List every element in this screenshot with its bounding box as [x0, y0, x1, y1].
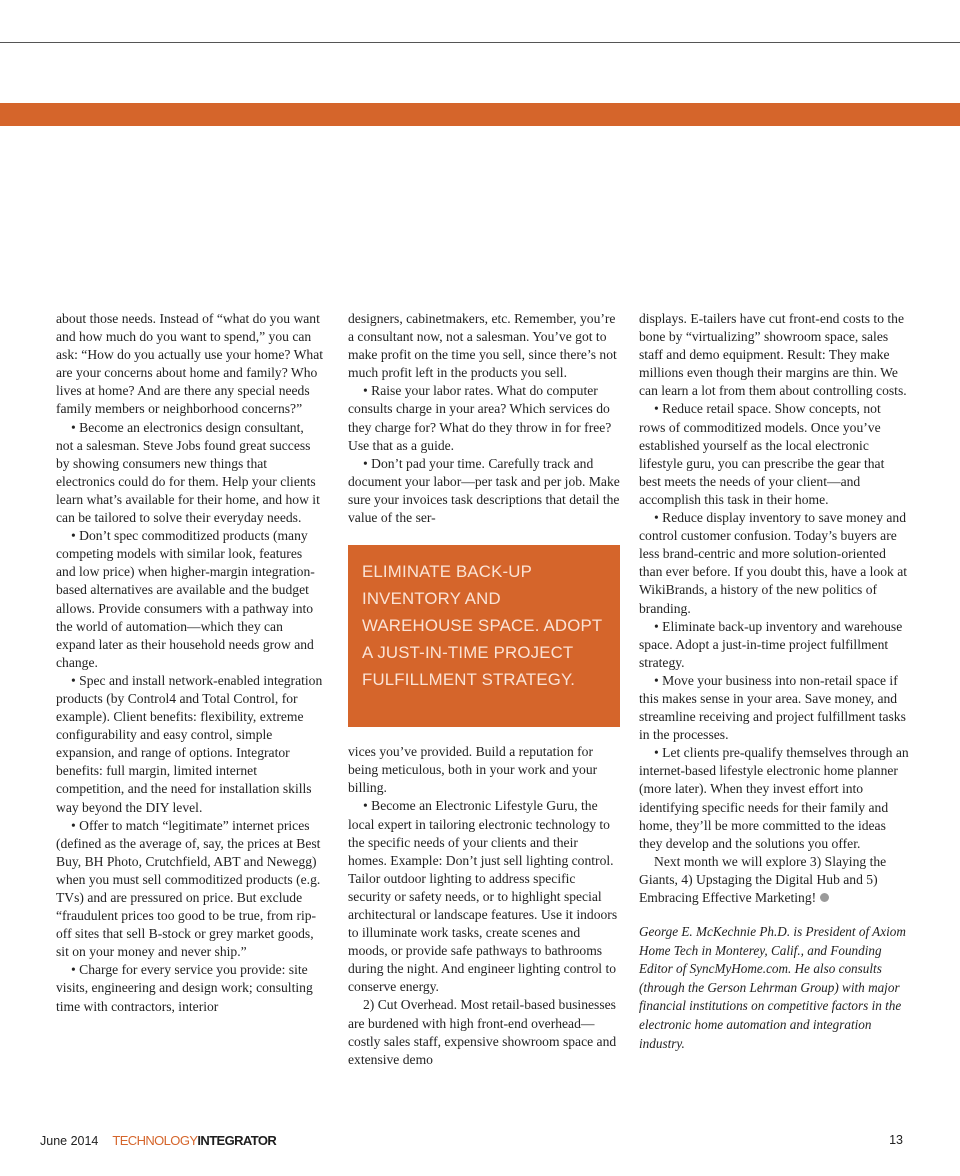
closing-text: Next month we will explore 3) Slaying the Giants, 4) Upstaging the Digital Hub and 5) Embracing Effective Marketing! [639, 853, 887, 905]
pull-quote: ELIMINATE BACK-UP INVENTORY AND WAREHOUSE SPACE. ADOPT A JUST-IN-TIME PROJECT FULFILLMENT STRATEGY. [348, 545, 620, 727]
paragraph: • Eliminate back-up inventory and warehouse space. Adopt a just-in-time project fulfillment strategy. [639, 618, 903, 670]
paragraph: designers, cabinetmakers, etc. Remember, you’re a consultant now, not a salesman. You’ve got to make profit on the time you sell, since there’s not much profit left in the products you sell. [348, 311, 617, 381]
footer [40, 1133, 276, 1148]
paragraph: • Move your business into non-retail space if this makes sense in your area. Save money, and streamline receiving and project fulfillment tasks in the processes. [639, 672, 906, 743]
end-mark-icon [820, 893, 829, 902]
paragraph: • Become an electronics design consultant, not a salesman. Steve Jobs found great success by showing consumers new things that electronics could do for them. Help your clients learn what’s available for their home, and how it can be tailored to solve their everyday needs. [56, 419, 320, 526]
paragraph: • Charge for every service you provide: site visits, engineering and design work; consulting time with contractors, interior [56, 962, 313, 1014]
paragraph: • Let clients pre-qualify themselves through an internet-based lifestyle electronic home planner (more later). When they invest effort into identifying specific needs for their family and home, they’ll be more committed to the ideas they develop and the solutions you offer. [639, 745, 909, 851]
column-2 [348, 310, 620, 1069]
paragraph: • Reduce retail space. Show concepts, not rows of commoditized models. Once you’ve established yourself as the local electronic lifestyle guru, you can prescribe the gear that best meets the needs of your client—and accomplish this task in their home. [639, 401, 885, 507]
paragraph: • Offer to match “legitimate” internet prices (defined as the average of, say, the prices at Best Buy, BH Photo, Crutchfield, ABT and Newegg) when you must sell commoditized products (e.g. TVs) and are pressured on price. But exclude “fraudulent prices too good to be true, from rip-off sites that sell B-stock or grey market goods, sit on your money and never ship.” [56, 817, 321, 960]
column-3 [639, 310, 909, 1053]
paragraph: 2) Cut Overhead. Most retail-based businesses are burdened with high front-end overhead—costly sales staff, expensive showroom space and extensive demo [348, 997, 617, 1067]
logo-part-technology: TECHNOLOGY [112, 1133, 198, 1148]
paragraph: displays. E-tailers have cut front-end costs to the bone by “virtualizing” showroom space, sales staff and demo equipment. Result: They make millions even though their margins are thin. We can learn a lot from them about controlling costs. [639, 311, 907, 399]
top-rule [0, 42, 960, 43]
paragraph: • Spec and install network-enabled integration products (by Control4 and Total Control, for example). Client benefits: flexibility, extreme configurability and easy control, simple expansion, and range of options. Integrator benefits: full margin, limited internet competition, and the need for installation skills way beyond the DIY level. [56, 672, 323, 815]
author-bio: George E. McKechnie Ph.D. is President of Axiom Home Tech in Monterey, Calif., and Founding Editor of SyncMyHome.com. He also consults (through the Gerson Lehrman Group) with major financial institutions on competitive factors in the electronic home automation and integration industry. [639, 924, 906, 1051]
paragraph: • Reduce display inventory to save money and control customer confusion. Today’s buyers are less brand-centric and more solution-oriented than ever before. If you doubt this, have a look at WikiBrands, a history of the new politics of branding. [639, 510, 908, 616]
logo-part-integrator: INTEGRATOR [197, 1133, 277, 1148]
publication-logo [112, 1133, 276, 1148]
page-number: 13 [889, 1133, 903, 1147]
paragraph: • Become an Electronic Lifestyle Guru, the local expert in tailoring electronic technology to the specific needs of your clients and their homes. Example: Don’t just sell lighting control. Tailor outdoor lighting to address specific security or safety needs, or to highlight special architectural or landscape features. Use it indoors to illuminate work tasks, create scenes and moods, or provide safe pathways to bathrooms during the night. And engineer lighting control to conserve energy. [348, 798, 618, 995]
paragraph: about those needs. Instead of “what do you want and how much do you want to spend,” you can ask: “How do you actually use your home? What are your concerns about home and family? Who lives at home? And are there any special needs family members or neighborhood concerns?” [56, 311, 324, 417]
header-accent-band [0, 103, 960, 126]
issue-date: June 2014 [40, 1134, 99, 1148]
closing-paragraph [639, 853, 909, 907]
paragraph: vices you’ve provided. Build a reputation for being meticulous, both in your work and your billing. [348, 744, 598, 796]
paragraph: • Don’t spec commoditized products (many competing models with similar look, features and low price) when higher-margin integration-based alternatives are available and the budget allows. Provide consumers with a pathway into the world of automation—which they can expand later as their household needs grow and change. [56, 528, 315, 670]
paragraph: • Raise your labor rates. What do computer consults charge in your area? Which services do they charge for? What do they throw in for free? Use that as a guide. [348, 383, 612, 453]
paragraph: • Don’t pad your time. Carefully track and document your labor—per task and per job. Make sure your invoices task descriptions that detail the value of the ser- [348, 455, 620, 526]
column-1 [56, 310, 324, 1016]
